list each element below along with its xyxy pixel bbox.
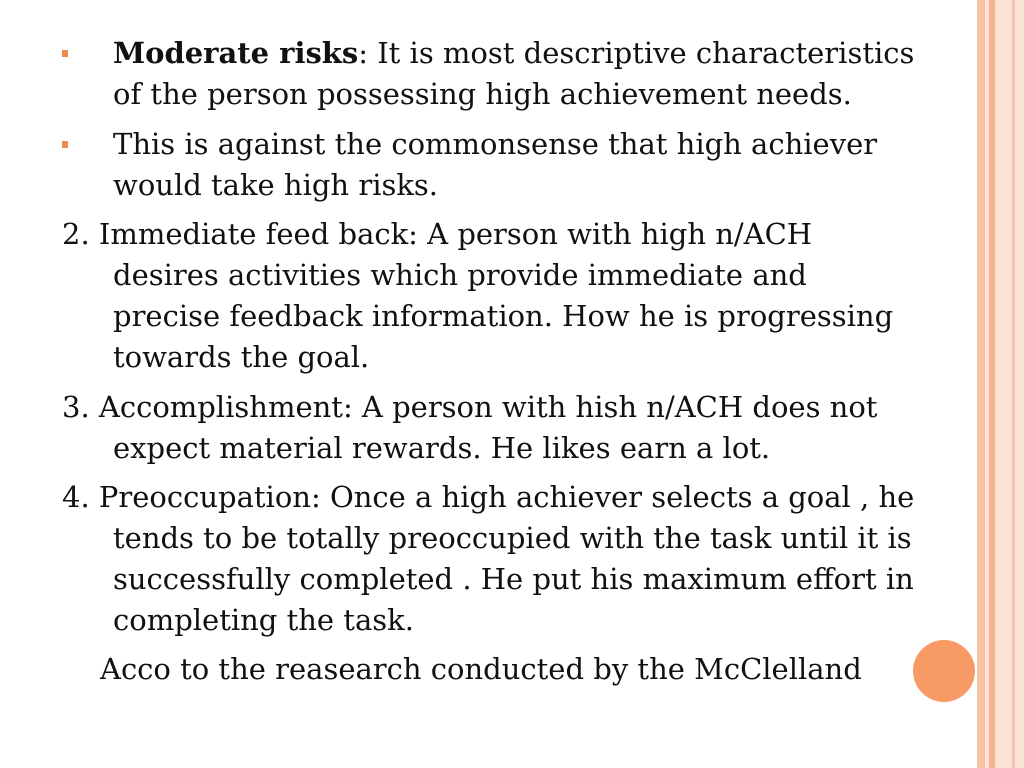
point-text-continued: successfully completed . He put his maximum effort in [113, 562, 914, 596]
bullet-item-moderate-risks [113, 33, 914, 74]
edge-stripe [977, 0, 985, 768]
point-text-continued: expect material rewards. He likes earn a lot. [113, 431, 771, 465]
point-text-continued: towards the goal. [113, 340, 370, 374]
bullet-item-commonsense: This is against the commonsense that high achiever [113, 127, 878, 161]
edge-stripe [1012, 0, 1015, 768]
decorative-circle [913, 640, 975, 702]
bullet-marker [62, 141, 68, 148]
edge-stripe [995, 0, 1024, 768]
point-accomplishment: 3. Accomplishment: A person with hish n/ACH does not [62, 390, 878, 424]
point-text-continued: completing the task. [113, 603, 414, 637]
closing-line: Acco to the reasearch conducted by the McClelland [100, 652, 862, 686]
point-immediate-feedback: 2. Immediate feed back: A person with high n/ACH [62, 217, 813, 251]
point-text-continued: precise feedback information. How he is progressing [113, 299, 894, 333]
bullet-text-continued: of the person possessing high achievement needs. [113, 77, 852, 111]
bullet-text: : It is most descriptive characteristics [358, 36, 915, 70]
bullet-text-continued: would take high risks. [113, 168, 439, 202]
point-text-continued: tends to be totally preoccupied with the task until it is [113, 521, 912, 555]
bullet-term: Moderate risks [113, 36, 359, 70]
point-text-continued: desires activities which provide immediate and [113, 258, 807, 292]
bullet-marker [62, 50, 68, 57]
point-preoccupation: 4. Preoccupation: Once a high achiever selects a goal , he [62, 480, 915, 514]
